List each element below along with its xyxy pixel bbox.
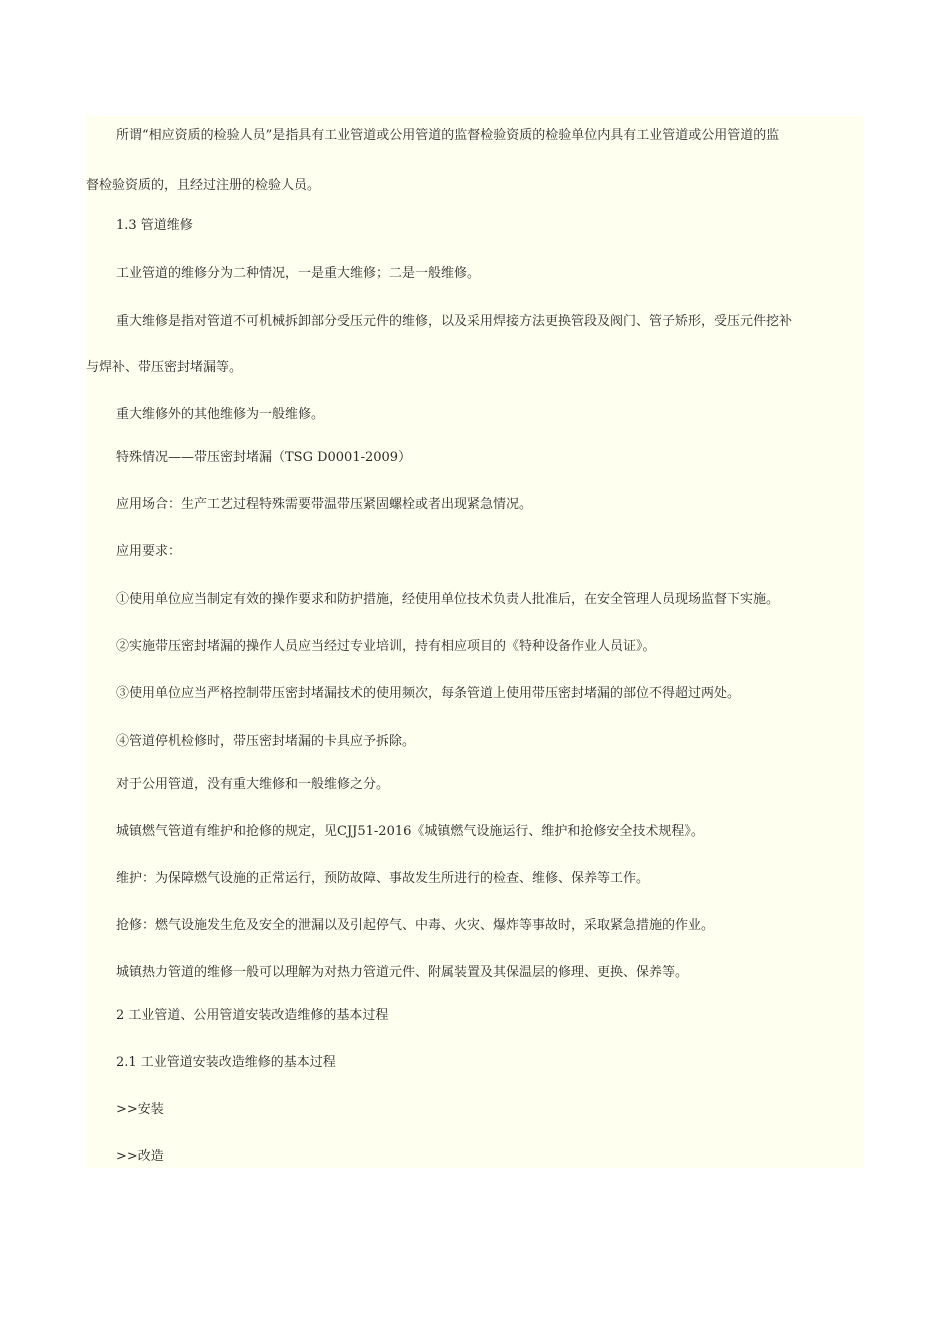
- paragraph-general-repair: 重大维修外的其他维修为一般维修。: [116, 407, 325, 422]
- list-item-installation: >>安装: [116, 1102, 164, 1117]
- paragraph-application-scenario: 应用场合：生产工艺过程特殊需要带温带压紧固螺栓或者出现紧急情况。: [116, 497, 533, 512]
- paragraph-maintenance-definition: 维护：为保障燃气设施的正常运行，预防故障、事故发生所进行的检查、维修、保养等工作。: [116, 871, 650, 886]
- section-heading-2-1: 2.1 工业管道安装改造维修的基本过程: [116, 1055, 336, 1070]
- document-body: [86, 116, 864, 1168]
- paragraph-heating-pipeline: 城镇热力管道的维修一般可以理解为对热力管道元件、附属装置及其保温层的修理、更换、保养等。: [116, 965, 689, 980]
- paragraph-maintenance-types: 工业管道的维修分为二种情况，一是重大维修；二是一般维修。: [116, 266, 481, 281]
- paragraph-emergency-repair-definition: 抢修：燃气设施发生危及安全的泄漏以及引起停气、中毒、火灾、爆炸等事故时，采取紧急措施的作业。: [116, 918, 715, 933]
- paragraph-special-case: 特殊情况——带压密封堵漏（TSG D0001-2009）: [116, 450, 412, 465]
- paragraph-major-repair-cont: 与焊补、带压密封堵漏等。: [86, 360, 243, 375]
- list-item-requirement-1: ①使用单位应当制定有效的操作要求和防护措施，经使用单位技术负责人批准后，在安全管理人员现场监督下实施。: [116, 592, 780, 607]
- list-item-requirement-3: ③使用单位应当严格控制带压密封堵漏技术的使用频次，每条管道上使用带压密封堵漏的部位不得超过两处。: [116, 686, 741, 701]
- list-item-requirement-2: ②实施带压密封堵漏的操作人员应当经过专业培训，持有相应项目的《特种设备作业人员证》。: [116, 639, 656, 654]
- section-heading-2: 2 工业管道、公用管道安装改造维修的基本过程: [116, 1008, 389, 1023]
- paragraph-inspector-definition-cont: 督检验资质的，且经过注册的检验人员。: [86, 178, 321, 193]
- list-item-modification: >>改造: [116, 1149, 164, 1164]
- paragraph-application-requirements: 应用要求：: [116, 544, 182, 559]
- paragraph-major-repair: 重大维修是指对管道不可机械拆卸部分受压元件的维修，以及采用焊接方法更换管段及阀门、管子矫形，受压元件挖补: [116, 314, 793, 329]
- paragraph-inspector-definition: 所谓“相应资质的检验人员”是指具有工业管道或公用管道的监督检验资质的检验单位内具有工业管道或公用管道的监: [116, 128, 780, 143]
- paragraph-public-pipeline: 对于公用管道，没有重大维修和一般维修之分。: [116, 777, 390, 792]
- list-item-requirement-4: ④管道停机检修时，带压密封堵漏的卡具应予拆除。: [116, 734, 416, 749]
- paragraph-gas-pipeline: 城镇燃气管道有维护和抢修的规定，见CJJ51-2016《城镇燃气设施运行、维护和抢修安全技术规程》。: [116, 824, 704, 839]
- section-heading-1-3: 1.3 管道维修: [116, 218, 193, 233]
